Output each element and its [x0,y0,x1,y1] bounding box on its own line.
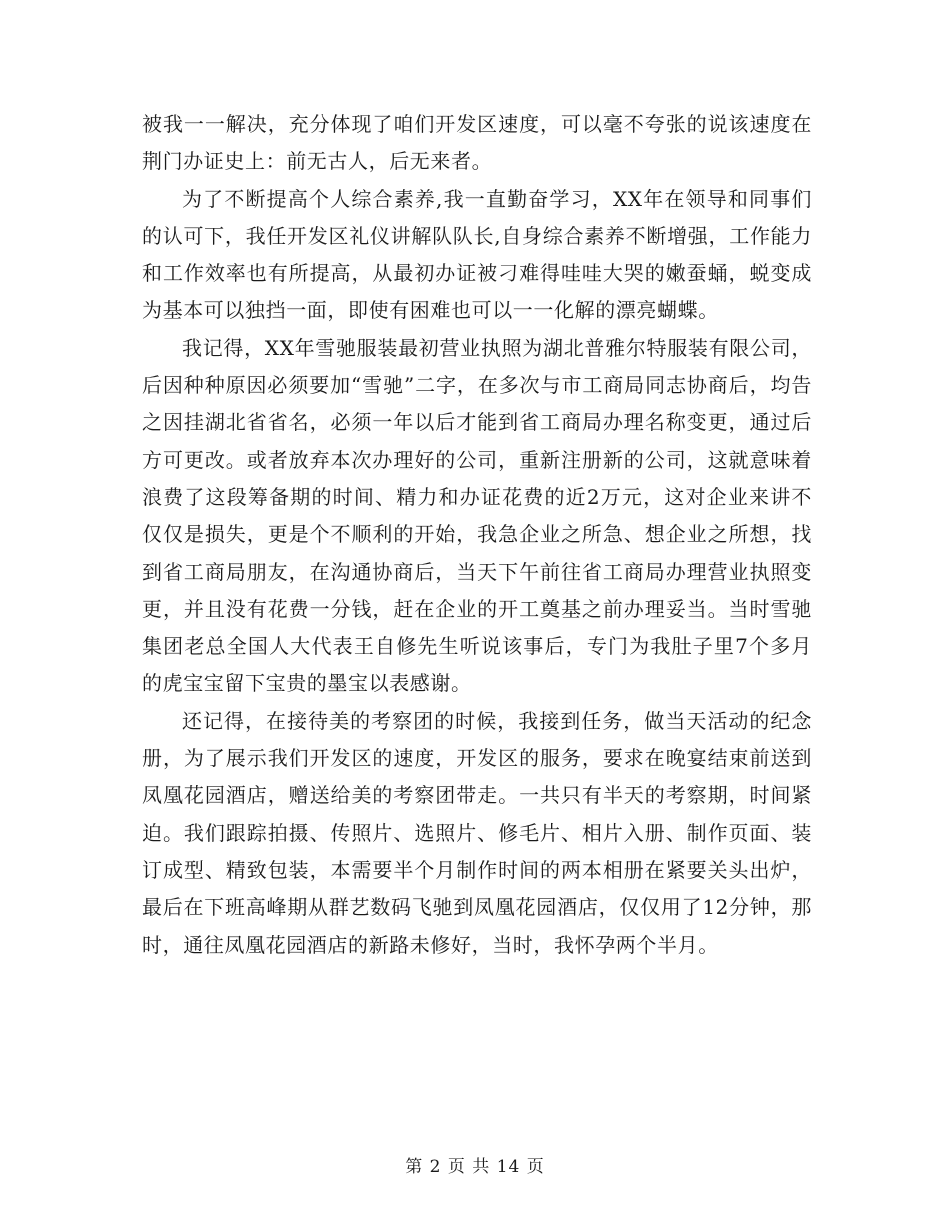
paragraph-2: 为了不断提高个人综合素养,我一直勤奋学习，XX年在领导和同事们的认可下，我任开发区礼仪讲解队队长,自身综合素养不断增强，工作能力和工作效率也有所提高，从最初办证被刁难得哇哇大哭的嫩蚕蛹，蜕变成为基本可以独挡一面，即使有困难也可以一一化解的漂亮蝴蝶。 [142,186,812,323]
page-footer: 第 2 页 共 14 页 [405,1157,545,1177]
paragraph-4: 还记得，在接待美的考察团的时候，我接到任务，做当天活动的纪念册，为了展示我们开发区的速度，开发区的服务，要求在晚宴结束前送到凤凰花园酒店，赠送给美的考察团带走。一共只有半天的考察期，时间紧迫。我们跟踪拍摄、传照片、选照片、修毛片、相片入册、制作页面、装订成型、精致包装，本需要半个月制作时间的两本相册在紧要关头出炉，最后在下班高峰期从群艺数码飞驰到凤凰花园酒店，仅仅用了12分钟，那时，通往凤凰花园酒店的新路未修好，当时，我怀孕两个半月。 [142,708,812,957]
document-body [142,106,812,964]
paragraph-1: 被我一一解决，充分体现了咱们开发区速度，可以毫不夸张的说该速度在荆门办证史上：前无古人，后无来者。 [142,112,812,174]
paragraph-3: 我记得，XX年雪驰服装最初营业执照为湖北普雅尔特服装有限公司，后因种种原因必须要加“雪驰”二字，在多次与市工商局同志协商后，均告之因挂湖北省省名，必须一年以后才能到省工商局办理名称变更，通过后方可更改。或者放弃本次办理好的公司，重新注册新的公司，这就意味着浪费了这段筹备期的时间、精力和办证花费的近2万元，这对企业来讲不仅仅是损失，更是个不顺利的开始，我急企业之所急、想企业之所想，找到省工商局朋友，在沟通协商后，当天下午前往省工商局办理营业执照变更，并且没有花费一分钱，赶在企业的开工奠基之前办理妥当。当时雪驰集团老总全国人大代表王自修先生听说该事后，专门为我肚子里7个多月的虎宝宝留下宝贵的墨宝以表感谢。 [142,335,812,696]
